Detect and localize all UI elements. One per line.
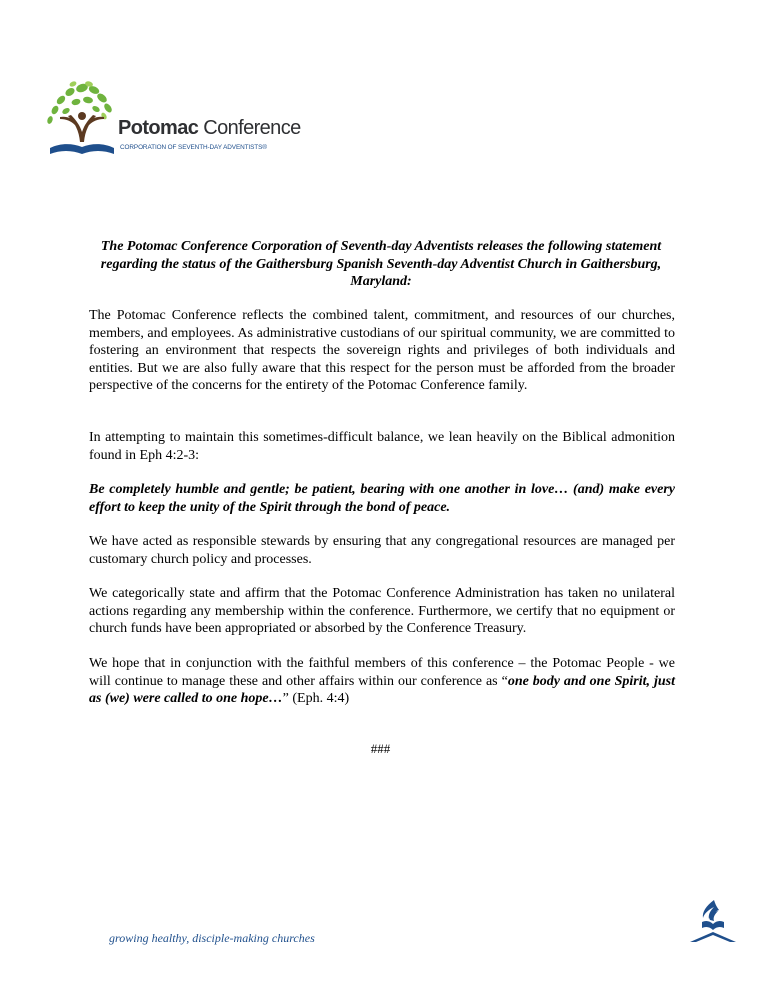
paragraph-4: We categorically state and affirm that the Potomac Conference Administration has taken no unilateral actions regarding any membership within the conference. Furthermore, we certify that no equipment or church funds have been appropriated or absorbed by the Conference Treasury.	[89, 586, 675, 636]
sda-flame-logo-icon	[688, 898, 738, 944]
org-name	[118, 118, 301, 138]
paragraph-1: The Potomac Conference reflects the combined talent, commitment, and resources of our churches, members, and employees. As administrative custodians of our spiritual community, we are committed to fostering an environment that respects the sovereign rights and privileges of both individuals and entities. But we are also fully aware that this respect for the person must be afforded from the broader perspective of the concerns for the entirety of the Potomac Conference family.	[89, 308, 675, 393]
paragraph-2: In attempting to maintain this sometimes-difficult balance, we lean heavily on the Biblical admonition found in Eph 4:2-3:	[89, 430, 675, 463]
paragraph-5-lead: We hope that in conjunction with the faithful members of this conference – the Potomac People - we will continue to manage these and other affairs within our conference as “	[89, 656, 675, 689]
paragraph-5-quote: one body and one Spirit, just as (we) were called to one hope…	[89, 673, 675, 706]
org-name-bold: Potomac	[118, 117, 199, 139]
statement-heading: The Potomac Conference Corporation of Seventh-day Adventists releases the following statement regarding the status of the Gaithersburg Spanish Seventh-day Adventist Church in Gaithersburg, Maryland:	[100, 239, 662, 289]
end-mark: ###	[370, 741, 391, 756]
tree-logo-icon	[46, 80, 118, 156]
org-subtitle: CORPORATION OF SEVENTH-DAY ADVENTISTS®	[120, 144, 267, 151]
paragraph-5-tail: ” (Eph. 4:4)	[282, 691, 350, 706]
potomac-conference-logo	[46, 80, 306, 158]
footer-tagline: growing healthy, disciple-making churches	[109, 931, 315, 945]
org-name-rest: Conference	[198, 117, 301, 139]
paragraph-3: We have acted as responsible stewards by ensuring that any congregational resources are managed per customary church policy and processes.	[89, 534, 675, 567]
paragraph-5	[89, 655, 675, 708]
scripture-quote: Be completely humble and gentle; be patient, bearing with one another in love… (and) make every effort to keep the unity of the Spirit through the bond of peace.	[89, 482, 675, 515]
